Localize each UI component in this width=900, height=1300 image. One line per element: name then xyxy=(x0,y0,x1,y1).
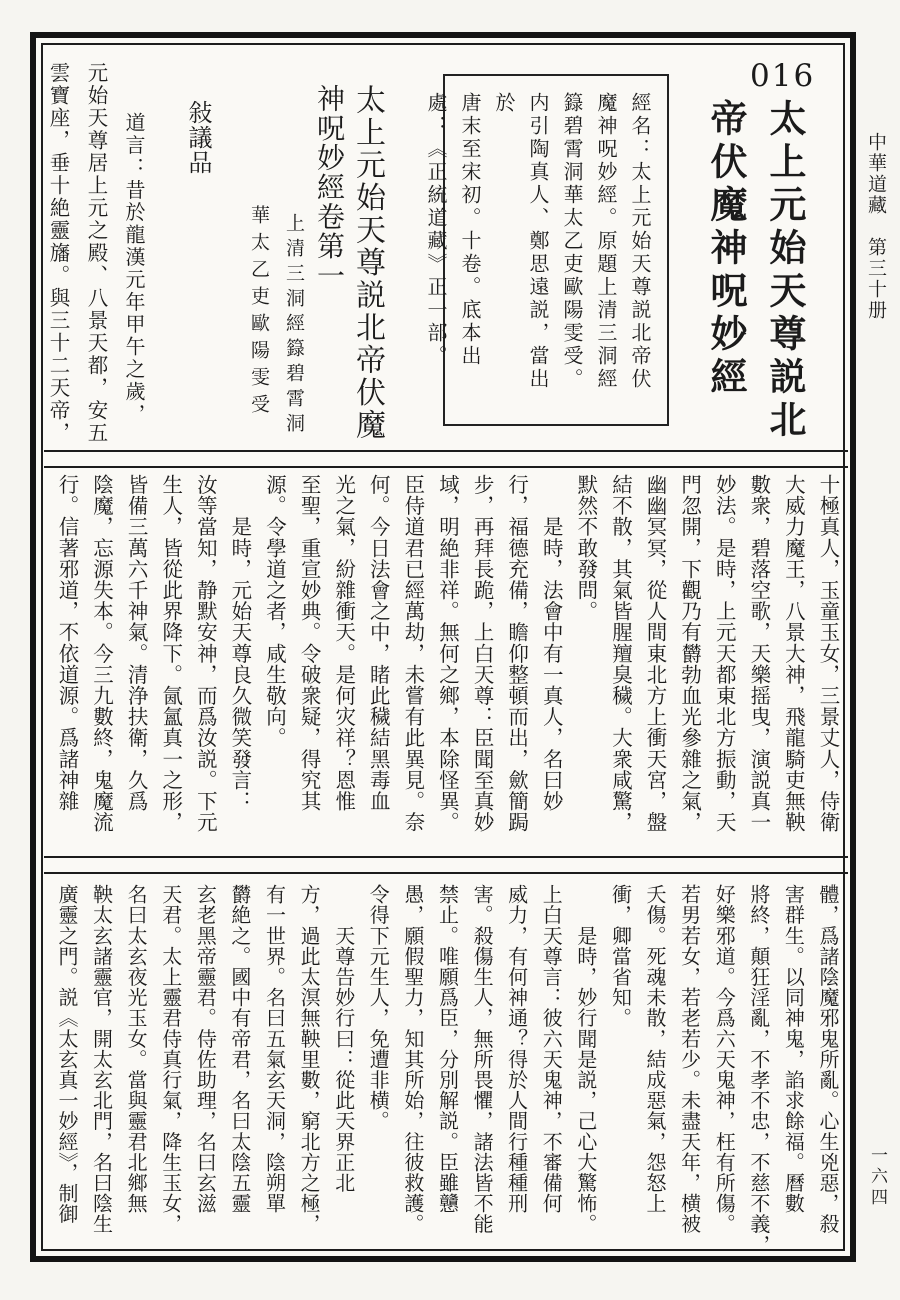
text-column: 十極真人，玉童玉女，三景丈人，侍衛 xyxy=(816,474,838,833)
text-column: 結不散，其氣皆腥羶臭穢。大衆咸驚， xyxy=(608,474,631,833)
text-column: 門忽開，下觀乃有欝勃血光參雜之氣， xyxy=(677,474,700,833)
text-column: 妙法。是時，上元天都東北方振動，天 xyxy=(712,474,735,833)
text-column: 名曰太玄夜光玉女。當與靈君北鄉無 xyxy=(124,884,147,1214)
text-column: 光之氣，紛雜衝天。是何灾祥？恩惟 xyxy=(331,474,354,812)
text-column: 愚，願假聖力，知其所始，往彼救護。 xyxy=(400,884,423,1235)
abstract-column: 處：《正統道藏》正一部。 xyxy=(424,92,446,368)
register-divider-rule xyxy=(44,450,848,452)
header-body-column: 雲寶座，垂十絶靈旛。與三十二天帝， xyxy=(46,62,68,445)
text-column: 威力，有何神通？得於人間行種種刑 xyxy=(504,884,527,1214)
text-column: 廣靈之門。説《太玄真一妙經》，制御 xyxy=(54,884,77,1225)
main-title-column-2: 帝伏魔神呪妙經 xyxy=(704,99,745,400)
abstract-box xyxy=(424,74,669,426)
text-column: 是時，妙行聞是説，己心大驚怖。 xyxy=(573,884,596,1235)
abstract-column: 魔神呪妙經。原題上清三洞經 xyxy=(594,92,616,391)
text-column: 生人，皆從此界降下。氤氳真一之形， xyxy=(158,474,181,833)
text-column: 上白天尊言：彼六天鬼神，不審備何 xyxy=(539,884,562,1214)
text-column: 步，再拜長跪，上白天尊：臣聞至真妙 xyxy=(470,474,493,833)
text-column: 有一世界。名曰五氣玄天洞，陰朔單 xyxy=(262,884,285,1214)
abstract-column: 内引陶真人、鄭思遠説，當出於 xyxy=(492,92,548,391)
text-column: 是時，法會中有一真人，名曰妙 xyxy=(539,474,562,812)
text-column: 數衆，碧落空歌，天樂摇曳，演説真一 xyxy=(746,474,769,833)
text-column: 天君。太上靈君侍真行氣，降生玉女， xyxy=(158,884,181,1235)
text-column: 大威力魔王，八景大神，飛龍騎吏無鞅 xyxy=(781,474,804,833)
text-column: 是時，元始天尊良久微笑發言： xyxy=(227,474,250,812)
header-body-column: 元始天尊居上元之殿、八景天都，安五 xyxy=(84,62,106,445)
text-column: 幽幽冥冥，從人間東北方上衝天宮，盤 xyxy=(643,474,666,833)
register-divider-rule xyxy=(44,466,848,468)
text-column: 皆備三萬六千神氣。清浄扶衛，久爲 xyxy=(124,474,147,812)
abstract-column: 籙碧霄洞華太乙吏歐陽雯受。 xyxy=(560,92,582,391)
text-column: 衝，卿當省知。 xyxy=(608,884,631,1029)
text-column: 禁止。唯願爲臣，分別解説。臣雖戇 xyxy=(435,884,458,1214)
series-running-head: 中華道藏 第三十册 xyxy=(865,132,886,321)
chapter-heading: 敍議品 xyxy=(184,100,210,175)
folio-number: 一六四 xyxy=(868,1146,887,1209)
text-column: 將終，顛狂淫亂，不孝不忠，不慈不義， xyxy=(746,884,769,1255)
main-title-column-1: 太上元始天尊説北 xyxy=(763,99,804,443)
text-column: 源。令學道之者，咸生敬向。 xyxy=(262,474,285,749)
header-body-column: 道言：昔於龍漢元年甲午之歲， xyxy=(122,112,144,426)
text-column: 令得下元生人，免遭非横。 xyxy=(366,884,389,1132)
text-column: 鞅太玄諸靈官，開太玄北門，名曰陰生 xyxy=(89,884,112,1235)
register-divider-rule xyxy=(44,856,848,858)
transmission-column-2: 華太乙吏歐陽雯受 xyxy=(248,205,269,421)
text-column: 害群生。以同神鬼，諂求餘福。曆數 xyxy=(781,884,804,1214)
text-column: 好樂邪道。今爲六天鬼神，枉有所傷。 xyxy=(712,884,735,1235)
catalog-number: 016 xyxy=(750,58,816,94)
text-column: 行，福德充備，瞻仰整頓而出，歛簡跼 xyxy=(504,474,527,833)
text-column: 夭傷。死魂未散，結成惡氣，怨怒上 xyxy=(643,884,666,1214)
text-column: 欝絶之。國中有帝君，名曰太陰五靈 xyxy=(227,884,250,1214)
text-column: 體，爲諸陰魔邪鬼所亂。心生兇惡，殺 xyxy=(816,884,838,1235)
transmission-column-1: 上清三洞經籙碧霄洞 xyxy=(283,213,304,438)
abstract-column: 唐末至宋初。十卷。底本出 xyxy=(458,92,480,368)
register-divider-rule xyxy=(44,872,848,874)
scripture-heading-column-2: 神呪妙經卷第一 xyxy=(313,84,344,291)
scripture-heading-column-1: 太上元始天尊説北帝伏魔 xyxy=(351,84,384,442)
text-column: 天尊告妙行曰：從此天界正北 xyxy=(331,884,354,1193)
text-column: 汝等當知，静默安神，而爲汝説。下元 xyxy=(193,474,216,833)
text-column: 域，明絶非祥。無何之鄉，本除怪異。 xyxy=(435,474,458,833)
text-column: 方，過此太溟無鞅里數，窮北方之極， xyxy=(297,884,320,1235)
text-column: 害。殺傷生人，無所畏懼，諸法皆不能 xyxy=(470,884,493,1235)
text-column: 臣侍道君已經萬劫，未嘗有此異見。奈 xyxy=(400,474,423,833)
text-column: 陰魔，忘源失本。今三九數終，鬼魔流 xyxy=(89,474,112,833)
text-column: 至聖，重宣妙典。令破衆疑，得究其 xyxy=(297,474,320,812)
text-column: 行。信著邪道，不依道源。爲諸神雜 xyxy=(54,474,77,812)
text-column: 默然不敢發問。 xyxy=(573,474,596,622)
abstract-column: 經名：太上元始天尊説北帝伏 xyxy=(628,92,650,391)
middle-register xyxy=(46,474,844,852)
text-column: 何。今日法會之中，睹此穢結黑毒血 xyxy=(366,474,389,812)
text-column: 若男若女，若老若少。未盡天年，横被 xyxy=(677,884,700,1235)
bottom-register xyxy=(46,884,844,1256)
text-column: 玄老黑帝靈君。侍佐助理，名曰玄滋 xyxy=(193,884,216,1214)
